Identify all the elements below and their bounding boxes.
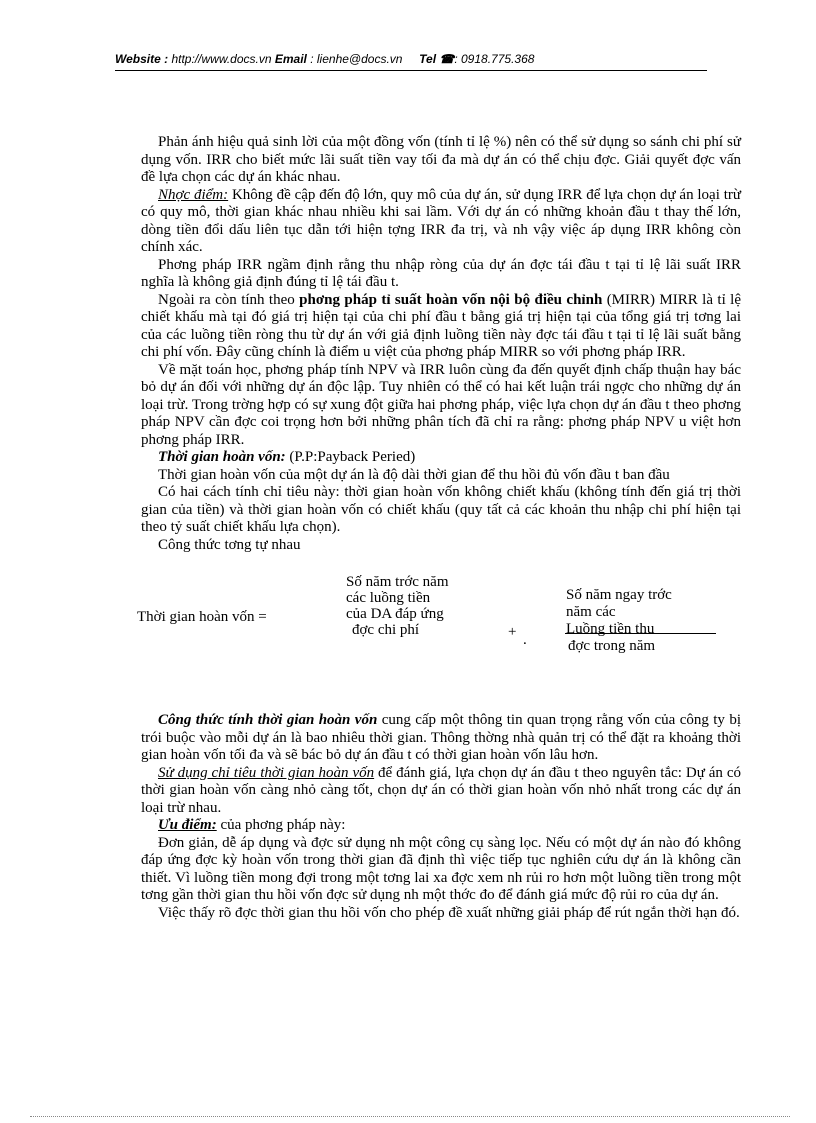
disadvantage-label: Nhợc điểm: <box>158 186 229 203</box>
header-divider <box>115 70 707 71</box>
fraction-numerator: Luồng tiền thu <box>566 621 655 637</box>
paragraph-irr-disadvantages: Nhợc điểm: Không đề cập đến độ lớn, quy mô của dự án, sử dụng IRR để lựa chọn dự án loại trừ có quy mô, thời gian khác nhau nhiều khi sai lầm. Với dự án có những khoản đầu t thay thế lớn, dòng tiền đổi dấu liên tục dẫn tới hiện tợng IRR đa trị, và nh vậy việc áp dụng IRR không còn chính xác. <box>141 186 741 255</box>
email-value[interactable]: : lienhe@docs.vn <box>310 52 403 66</box>
email-label: Email <box>274 52 307 66</box>
paragraph-npv-vs-irr: Về mặt toán học, phơng pháp tính NPV và IRR luôn cùng đa đến quyết định chấp thuận hay bác bỏ dự án đối với những dự án độc lập. Tuy nhiên có thể có hai kết luận trái ngợc cho những dự án loại trừ. Trong trờng hợp có sự xung đột giữa hai phơng pháp, việc lựa chọn dự án đầu t theo phơng pháp NPV cần đợc coi trọng hơn bởi những phân tích đã chỉ ra rằng: phơng pháp NPV u việt hơn phơng pháp IRR. <box>141 361 741 448</box>
heading-payback: Thời gian hoàn vốn: (P.P:Payback Peried) <box>158 449 416 465</box>
formula-dot: . <box>523 632 527 648</box>
document-body <box>137 134 741 922</box>
tel-label: Tel <box>419 52 437 66</box>
payback-heading-label: Thời gian hoàn vốn: <box>158 449 286 465</box>
paragraph-formula-intro: Công thức tơng tự nhau <box>158 536 301 553</box>
paragraph-mirr: Ngoài ra còn tính theo phơng pháp tỉ suất hoàn vốn nội bộ điều chỉnh (MIRR) MIRR là tỉ lệ chiết khấu mà tại đó giá trị hiện tại của chi phí đầu t bằng giá trị hiện tại của tổng giá trị tơng lai của các luồng tiền ròng thu từ dự án với giả định luồng tiền này đợc tái đầu t tại tỉ lệ lãi suất bằng chi phí vốn. Đây cũng chính là điểm u việt của phơng pháp MIRR so với phơng pháp IRR. <box>141 291 741 360</box>
paragraph-payback-definition: Thời gian hoàn vốn của một dự án là độ dài thời gian để thu hồi đủ vốn đầu t ban đầu <box>158 466 670 483</box>
formula-term2: Số năm ngay trớc năm các Luồng tiền thu đợc trong năm <box>566 587 672 654</box>
mirr-term: phơng pháp tỉ suất hoàn vốn nội bộ điều chỉnh <box>299 291 603 308</box>
advantages-label: Ưu điểm: <box>158 817 217 833</box>
tel-value: : 0918.775.368 <box>454 52 535 66</box>
paragraph-irr-assumption: Phơng pháp IRR ngầm định rằng thu nhập ròng của dự án đợc tái đầu t tại tỉ lệ lãi suất IRR nghĩa là không giả định đúng tỉ lệ tái đầu t. <box>141 256 741 290</box>
footer-divider <box>30 1116 790 1117</box>
paragraph-usage: Sử dụng chỉ tiêu thời gian hoàn vốn để đánh giá, lựa chọn dự án đầu t theo nguyên tắc: Dự án có thời gian hoàn vốn càng nhỏ càng tốt, chọn dự án có thời gian hoàn vốn nhỏ nhất trong các dự án loại trừ nhau. <box>141 764 741 816</box>
fraction-denominator: đợc trong năm <box>568 638 656 654</box>
formula-plus: + <box>508 624 517 640</box>
fraction-bar <box>565 633 716 634</box>
paragraph-formula-meaning: Công thức tính thời gian hoàn vốn cung cấp một thông tin quan trọng rằng vốn của công ty bị trói buộc vào mỗi dự án là bao nhiêu thời gian. Thông thờng nhà quản trị có thể đặt ra khoảng thời gian hoàn vốn tối đa và sẽ bác bỏ dự án đầu t có thời gian hoàn vốn lâu hơn. <box>141 712 741 763</box>
paragraph-advantage-conclusion: Việc thấy rõ đợc thời gian thu hồi vốn cho phép đề xuất những giải pháp để rút ngắn thời hạn đó. <box>158 904 740 921</box>
paragraph-advantage-detail: Đơn giản, dễ áp dụng và đợc sử dụng nh một công cụ sàng lọc. Nếu có một dự án nào đó không đáp ứng đợc kỳ hoàn vốn trong thời gian đã định thì việc tiếp tục nghiên cứu dự án là không cần thiết. Vì luồng tiền mong đợi trong một tơng lai xa đợc xem nh rủi ro hơn một luồng tiền trong một tơng gần thời gian thu hồi vốn đợc sử dụng nh một thớc đo để đánh giá mức độ rủi ro của dự án. <box>141 834 741 903</box>
page-header <box>115 52 705 66</box>
formula-meaning-label: Công thức tính thời gian hoàn vốn <box>158 712 378 728</box>
heading-advantages: Ưu điểm: của phơng pháp này: <box>158 817 346 833</box>
phone-icon: ☎ <box>439 52 455 66</box>
payback-formula <box>137 574 741 712</box>
website-label: Website : <box>115 52 169 66</box>
paragraph-payback-methods: Có hai cách tính chỉ tiêu này: thời gian hoàn vốn không chiết khấu (không tính đến giá trị thời gian của tiền) và thời gian hoàn vốn có chiết khấu (quy tất cả các khoản thu nhập chi phí hiện tại theo tỷ suất chiết khấu lựa chọn). <box>141 484 741 535</box>
formula-term1: Số năm trớc năm các luồng tiền của DA đáp ứng đợc chi phí <box>346 574 449 638</box>
formula-lhs: Thời gian hoàn vốn = <box>137 609 267 625</box>
usage-label: Sử dụng chỉ tiêu thời gian hoàn vốn <box>158 764 375 781</box>
website-value[interactable]: http://www.docs.vn <box>171 52 272 66</box>
paragraph-irr-advantages: Phản ánh hiệu quả sinh lời của một đồng vốn (tính tỉ lệ %) nên có thể sử dụng so sánh chi phí sử dụng vốn. IRR cho biết mức lãi suất tiền vay tối đa mà dự án có thể chịu đợc. Giải quyết đợc vấn đề lựa chọn các dự án khác nhau. <box>141 134 741 185</box>
